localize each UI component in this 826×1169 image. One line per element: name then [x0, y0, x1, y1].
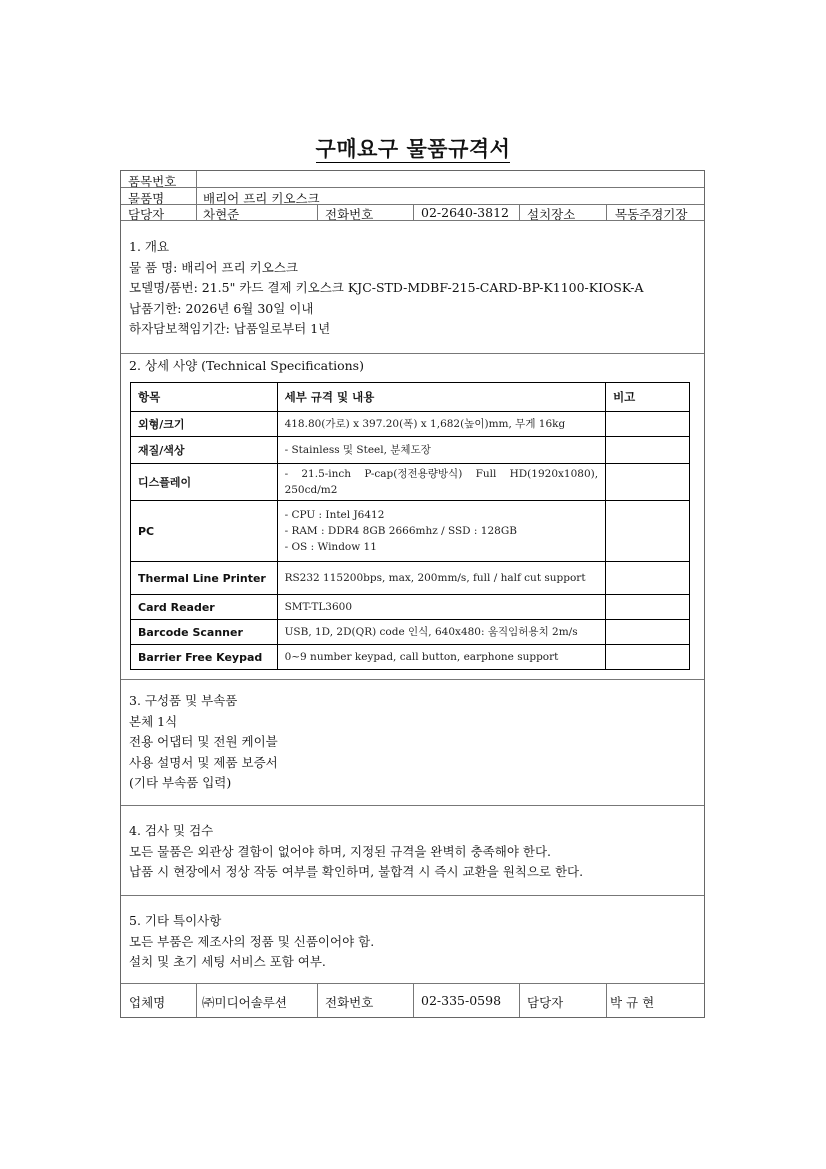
section-divider: [121, 220, 704, 221]
spec-item: Thermal Line Printer: [131, 562, 278, 595]
overview-line: 물 품 명: 배리어 프리 키오스크: [129, 259, 298, 275]
spec-detail-line: - RAM : DDR4 8GB 2666mhz / SSD : 128GB: [284, 525, 517, 537]
item-name-value: 배리어 프리 키오스크: [203, 191, 320, 206]
section-divider: [121, 895, 704, 896]
section-divider: [121, 353, 704, 354]
overview-section: [129, 237, 644, 340]
table-row: [131, 595, 690, 620]
spec-note: [606, 412, 690, 437]
components-section: [129, 691, 278, 794]
table-row: [131, 562, 690, 595]
inspection-line: 모든 물품은 외관상 결함이 없어야 하며, 지정된 규격을 완벽히 충족해야 한다.: [129, 843, 552, 859]
column-header-note: 비고: [606, 383, 690, 412]
overview-line: 납품기한: 2026년 6월 30일 이내: [129, 300, 314, 316]
cell-divider: [606, 204, 607, 220]
spec-note: [606, 595, 690, 620]
phone-label: 전화번호: [325, 207, 374, 222]
overview-heading: 1. 개요: [129, 239, 170, 254]
overview-line: 하자담보책임기간: 납품일로부터 1년: [129, 321, 331, 336]
header-divider: [196, 171, 197, 220]
spec-table: [130, 382, 690, 670]
inspection-line: 납품 시 현장에서 정상 작동 여부를 확인하며, 불합격 시 즉시 교환을 원칙으로 한다.: [129, 864, 584, 879]
section-divider: [121, 805, 704, 806]
table-row: [131, 620, 690, 645]
components-heading: 3. 구성품 및 부속품: [129, 693, 238, 708]
spec-item: Card Reader: [131, 595, 278, 620]
spec-item: 재질/색상: [131, 437, 278, 464]
spec-detail: [277, 501, 606, 562]
spec-note: [606, 620, 690, 645]
cell-divider: [413, 204, 414, 220]
phone-value: 02-2640-3812: [421, 205, 509, 220]
document-title: [0, 133, 826, 163]
spec-note: [606, 562, 690, 595]
cell-divider: [317, 983, 318, 1017]
manager-value: 차현준: [203, 207, 240, 222]
spec-item: Barrier Free Keypad: [131, 645, 278, 670]
spec-item: PC: [131, 501, 278, 562]
cell-divider: [317, 204, 318, 220]
manager-label: 담당자: [128, 207, 165, 222]
spec-detail: 418.80(가로) x 397.20(폭) x 1,682(높이)mm, 무게 16kg: [277, 412, 606, 437]
components-line: 사용 설명서 및 제품 보증서: [129, 754, 278, 770]
specs-heading: 2. 상세 사양 (Technical Specifications): [129, 358, 364, 373]
spec-detail-line: - OS : Window 11: [284, 541, 377, 553]
spec-item: 외형/크기: [131, 412, 278, 437]
spec-detail: - 21.5-inch P-cap(정전용량방식) Full HD(1920x1080), 250cd/m2: [277, 464, 606, 501]
spec-note: [606, 501, 690, 562]
spec-note: [606, 437, 690, 464]
column-header-detail: 세부 규격 및 내용: [277, 383, 606, 412]
section-divider: [121, 679, 704, 680]
table-row: [131, 464, 690, 501]
spec-detail-line: - CPU : Intel J6412: [284, 509, 385, 521]
spec-note: [606, 464, 690, 501]
spec-detail: 0~9 number keypad, call button, earphone support: [277, 645, 606, 670]
table-row: [131, 412, 690, 437]
location-label: 설치장소: [527, 207, 576, 222]
cell-divider: [196, 983, 197, 1017]
spec-table-header: [131, 383, 690, 412]
cell-divider: [413, 983, 414, 1017]
table-row: [131, 437, 690, 464]
row-divider: [121, 187, 704, 188]
cell-divider: [606, 983, 607, 1017]
document-title-text: 구매요구 물품규격서: [315, 136, 511, 161]
spec-detail: SMT-TL3600: [277, 595, 606, 620]
item-name-label: 물품명: [128, 191, 165, 206]
notes-heading: 5. 기타 특이사항: [129, 913, 222, 928]
components-line: (기타 부속품 입력): [129, 775, 232, 790]
contact-value: 박 규 현: [610, 995, 655, 1010]
table-row: [131, 501, 690, 562]
cell-divider: [519, 983, 520, 1017]
column-header-item: 항목: [131, 383, 278, 412]
footer-phone-value: 02-335-0598: [421, 993, 502, 1008]
notes-line: 모든 부품은 제조사의 정품 및 신품이어야 함.: [129, 933, 375, 949]
components-line: 전용 어댑터 및 전원 케이블: [129, 734, 278, 749]
footer-phone-label: 전화번호: [325, 995, 374, 1010]
item-no-label: 품목번호: [128, 174, 177, 189]
table-row: [131, 645, 690, 670]
components-line: 본체 1식: [129, 713, 178, 729]
spec-note: [606, 645, 690, 670]
cell-divider: [519, 204, 520, 220]
inspection-section: [129, 821, 583, 883]
notes-line: 설치 및 초기 세팅 서비스 포함 여부.: [129, 954, 326, 969]
inspection-heading: 4. 검사 및 검수: [129, 823, 214, 838]
overview-line: 모델명/품번: 21.5" 카드 결제 키오스크 KJC-STD-MDBF-215-CARD-BP-K1100-KIOSK-A: [129, 280, 644, 295]
company-label: 업체명: [129, 995, 166, 1010]
contact-label: 담당자: [527, 995, 564, 1010]
spec-item: Barcode Scanner: [131, 620, 278, 645]
spec-detail: - Stainless 및 Steel, 분체도장: [277, 437, 606, 464]
spec-item: 디스플레이: [131, 464, 278, 501]
location-value: 목동주경기장: [615, 207, 688, 222]
company-value: ㈜미디어솔루션: [202, 995, 287, 1010]
spec-detail: USB, 1D, 2D(QR) code 인식, 640x480: 움직임허용치 2m/s: [277, 620, 606, 645]
notes-section: [129, 911, 374, 973]
spec-sheet-frame: [120, 170, 705, 1018]
spec-detail: RS232 115200bps, max, 200mm/s, full / half cut support: [277, 562, 606, 595]
